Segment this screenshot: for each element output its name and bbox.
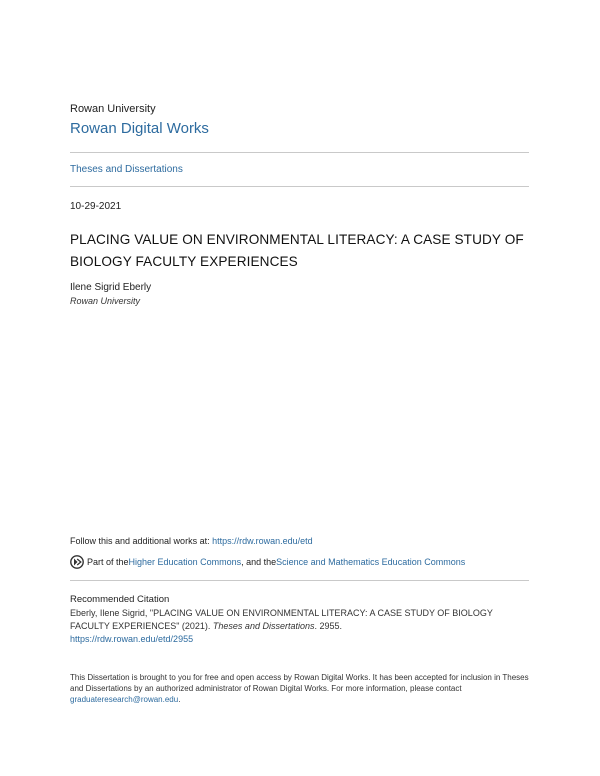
author-affiliation: Rowan University xyxy=(70,296,141,306)
citation-series: Theses and Dissertations xyxy=(212,621,315,631)
notice-text: This Dissertation is brought to you for free and open access by Rowan Digital Works. It has been accepted for inclusion in Theses and Dissertations by an authorized administrator of Rowan Digital Works. For more information, please contact xyxy=(70,673,529,693)
repository-link[interactable]: Rowan Digital Works xyxy=(70,120,209,137)
divider-top xyxy=(70,152,529,153)
collection-link[interactable]: Theses and Dissertations xyxy=(70,164,183,175)
citation-text xyxy=(70,607,532,646)
divider-middle xyxy=(70,186,529,187)
science-math-education-commons-link[interactable]: Science and Mathematics Education Commons xyxy=(276,557,466,567)
contact-email-link[interactable]: graduateresearch@rowan.edu xyxy=(70,695,179,704)
follow-link[interactable]: https://rdw.rowan.edu/etd xyxy=(212,536,313,546)
author-name: Ilene Sigrid Eberly xyxy=(70,282,152,293)
part-of-middle: , and the xyxy=(241,557,277,567)
publication-date: 10-29-2021 xyxy=(70,201,122,212)
follow-text: Follow this and additional works at: xyxy=(70,536,213,546)
access-notice xyxy=(70,672,532,705)
divider-bottom xyxy=(70,580,529,581)
citation-number: . 2955. xyxy=(314,621,343,631)
part-of-prefix: Part of the xyxy=(87,557,129,567)
document-title: PLACING VALUE ON ENVIRONMENTAL LITERACY: A CASE STUDY OF BIOLOGY FACULTY EXPERIENCES xyxy=(70,232,524,269)
follow-line xyxy=(70,536,313,546)
recommended-citation-heading: Recommended Citation xyxy=(70,594,170,605)
open-access-icon xyxy=(70,555,84,569)
higher-education-commons-link[interactable]: Higher Education Commons xyxy=(128,557,242,567)
citation-body: Eberly, Ilene Sigrid, "PLACING VALUE ON ENVIRONMENTAL LITERACY: A CASE STUDY OF BIOLOGY FACULTY EXPERIENCES" (2021). xyxy=(70,608,493,631)
university-name: Rowan University xyxy=(70,103,156,115)
citation-link[interactable]: https://rdw.rowan.edu/etd/2955 xyxy=(70,634,194,644)
part-of-line xyxy=(70,555,465,569)
notice-suffix: . xyxy=(178,695,181,704)
